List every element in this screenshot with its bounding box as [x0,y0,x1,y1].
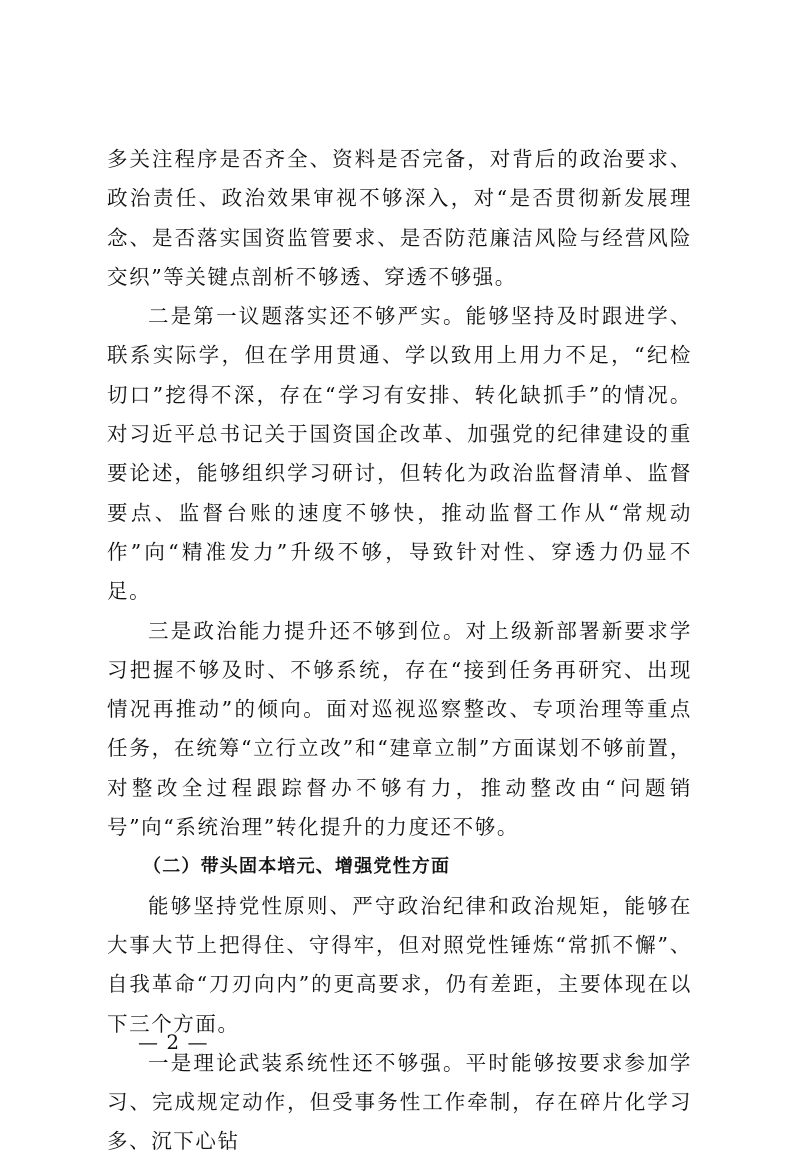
page-number: — 2 — [138,1030,209,1054]
section-heading: （二）带头固本培元、增强党性方面 [143,856,451,878]
paragraph-first-point: 一是理论武装系统性还不够强。平时能够按要求参加学习、完成规定动作，但受事务性工作牵制，存在碎片化学习多、沉下心钻 [107,1050,692,1154]
paragraph-section-intro: 能够坚持党性原则、严守政治纪律和政治规矩，能够在大事大节上把得住、守得牢，但对照党性锤炼“常抓不懈”、自我革命“刀刃向内”的更高要求，仍有差距，主要体现在以下三个方面。 [107,893,692,1036]
paragraph-second-point: 二是第一议题落实还不够严实。能够坚持及时跟进学、联系实际学，但在学用贯通、学以致用上用力不足，“纪检切口”挖得不深，存在“学习有安排、转化缺抓手”的情况。对习近平总书记关于国资国企改革、加强党的纪律建设的重要论述，能够组织学习研讨，但转化为政治监督清单、监督要点、监督台账的速度不够快，推动监督工作从“常规动作”向“精准发力”升级不够，导致针对性、穿透力仍显不足。 [107,304,692,604]
document-body [107,140,692,1162]
paragraph-third-point: 三是政治能力提升还不够到位。对上级新部署新要求学习把握不够及时、不够系统，存在“接到任务再研究、出现情况再推动”的倾向。面对巡视巡察整改、专项治理等重点任务，在统筹“立行立改”和“建章立制”方面谋划不够前置，对整改全过程跟踪督办不够有力，推动整改由“问题销号”向“系统治理”转化提升的力度还不够。 [107,618,692,840]
paragraph-continuation: 多关注程序是否齐全、资料是否完备，对背后的政治要求、政治责任、政治效果审视不够深入，对“是否贯彻新发展理念、是否落实国资监管要求、是否防范廉洁风险与经营风险交织”等关键点剖析不够透、穿透不够强。 [107,147,692,289]
